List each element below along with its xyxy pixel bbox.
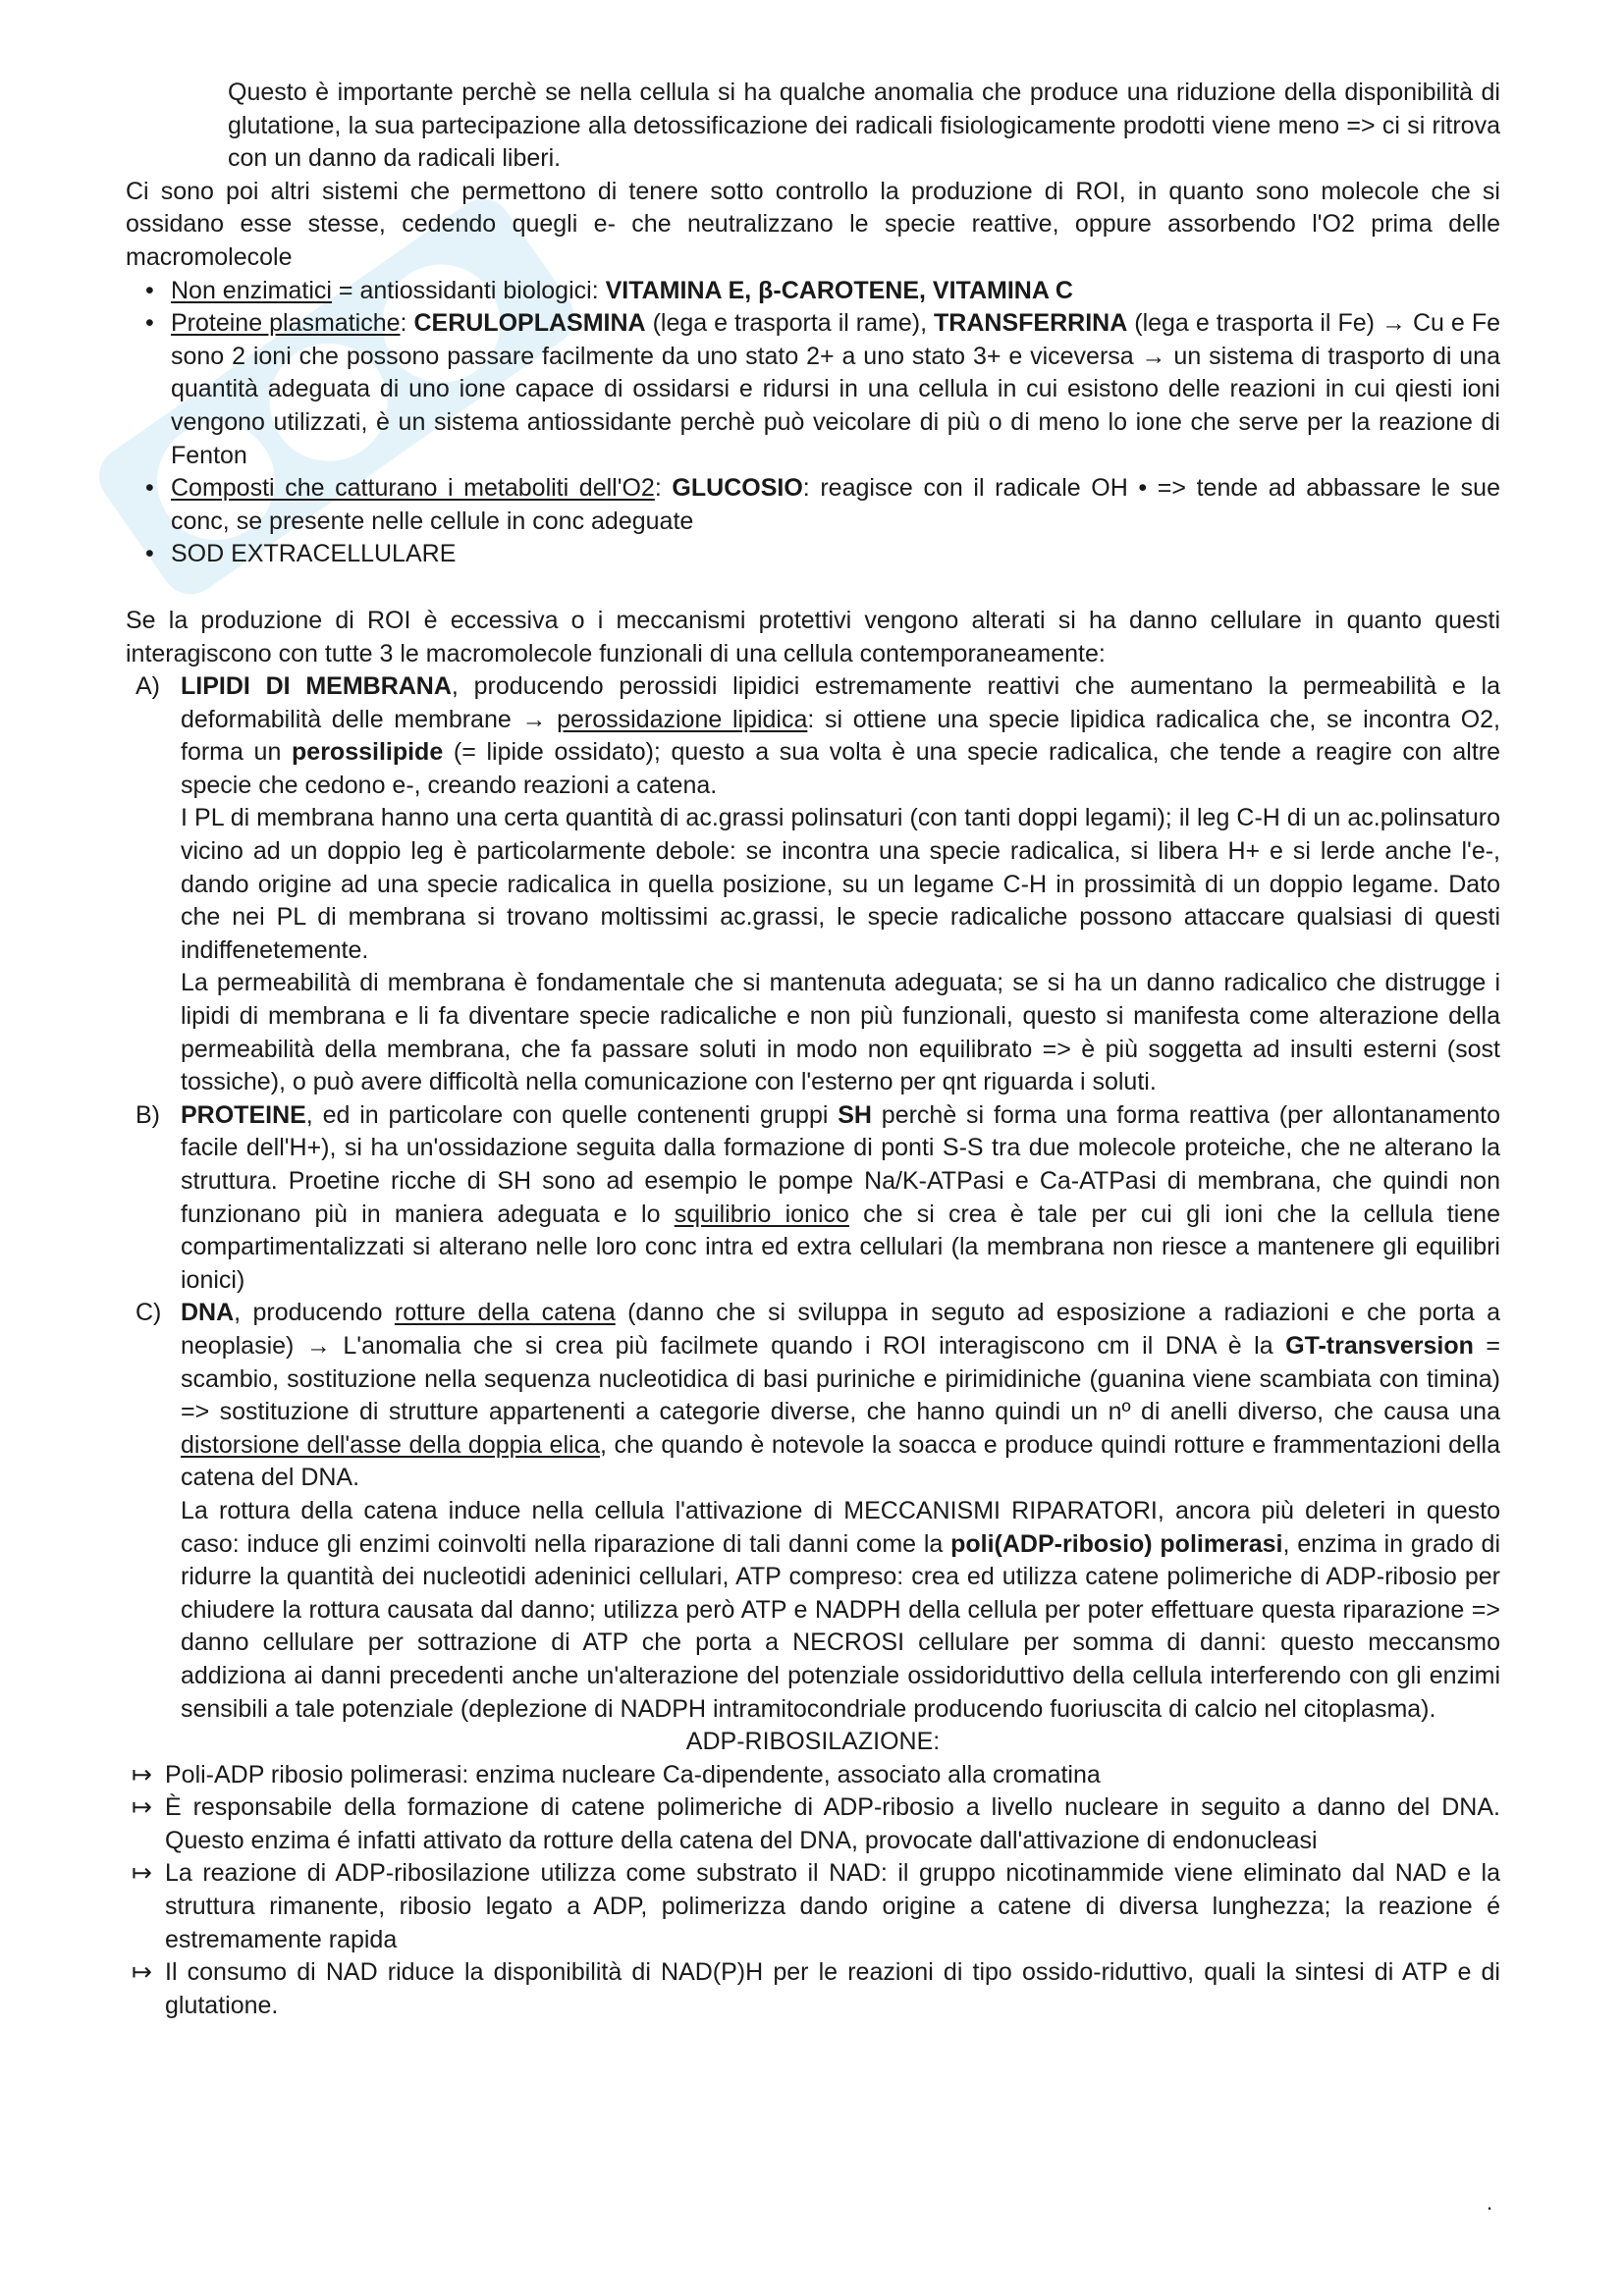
maps-to-arrow-icon: ↦ — [132, 1793, 152, 1822]
lipids-paragraph-2: I PL di membrana hanno una certa quantità di ac.grassi polinsaturi (con tanti doppi legami); il leg C-H di un ac.polinsaturo vicino ad un doppio leg è particolarmente debole: se incontra una specie radicalica, si libera H+ e si lerde anche l'e-, dando origine ad una specie radicalica in quella posizione, su un legame C-H in prossimità di un doppio legame. Dato che nei PL di membrana si trovano moltissimi ac.grassi, le specie radicaliche possono attaccare qualsiasi di questi indiffenetemente. — [181, 804, 1500, 964]
maps-to-arrow-icon: ↦ — [132, 1859, 152, 1888]
maps-to-arrow-icon: ↦ — [132, 1958, 152, 1987]
item-label: A) — [135, 672, 160, 701]
bullet-plasma-proteins: • Proteine plasmatiche: CERULOPLASMINA (lega e trasporta il rame), TRANSFERRINA (lega e trasporta il Fe) → Cu e Fe sono 2 ioni che possono passare facilmente da uno stato 2+ a uno stato 3+ e viceversa → un sistema di trasporto di una quantità adeguata di uno ione capace di ossidarsi e ridursi in una cellula in cui esistono delle reazioni in cui qiesti ioni vengono utilizzati, è un sistema antiossidante perchè può veicolare di più o di meno lo ione che serve per la reazione di Fenton — [145, 309, 1500, 469]
ribosylation-point: ↦ La reazione di ADP-ribosilazione utilizza come substrato il NAD: il gruppo nicotinammide viene eliminato dal NAD e la struttura rimanente, ribosio legato a ADP, polimerizza dando origine a catene di diversa lunghezza; la reazione é estremamente rapida — [132, 1859, 1500, 1953]
item-membrane-lipids: A) LIPIDI DI MEMBRANA, producendo perossidi lipidici estremamente reattivi che aumentano la permeabilità e la deformabilità delle membrane → perossidazione lipidica: si ottiene una specie lipidica radicalica che, se incontra O2, forma un perossilipide (= lipide ossidato); questo a sua volta è una specie radicalica, che tende a reagire con altre specie che cedono e-, creando reazioni a catena. I PL di membrana hanno una certa quantità di ac.grassi polinsaturi (con tanti doppi legami); il leg C-H di un ac.polinsaturo vicino ad un doppio leg è particolarmente debole: se incontra una specie radicalica, si libera H+ e si lerde anche l'e-, dando origine ad una specie radicalica in quella posizione, su un legame C-H in prossimità di un doppio legame. Dato che nei PL di membrana si trovano moltissimi ac.grassi, le specie radicaliche possono attaccare qualsiasi di questi indiffenetemente. La permeabilità di membrana è fondamentale che si mantenuta adeguata; se si ha un danno radicalico che distrugge i lipidi di membrana e li fa diventare specie radicaliche e non più funzionali, questo si manifesta come alterazione della permeabilità della membrana, che fa passare soluti in modo non equilibrato => è più soggetta ad insulti esterni (sost tossiche), o può avere difficoltà nella comunicazione con l'esterno per qnt riguarda i soluti. — [126, 670, 1500, 1099]
section-heading: ADP-RIBOSILAZIONE: — [685, 1728, 941, 1756]
item-label: C) — [135, 1299, 162, 1327]
item-label: B) — [135, 1100, 160, 1129]
lipids-paragraph-3: La permeabilità di membrana è fondamentale che si mantenuta adeguata; se si ha un danno radicalico che distrugge i lipidi di membrana e li fa diventare specie radicaliche e non più funzionali, questo si manifesta come alterazione della permeabilità della membrana, che fa passare soluti in modo non equilibrato => è più soggetta ad insulti esterni (sost tossiche), o può avere difficoltà nella comunicazione con l'esterno per qnt riguarda i soluti. — [181, 969, 1500, 1096]
ribosylation-point: ↦ Il consumo di NAD riduce la disponibilità di NAD(P)H per le reazioni di tipo ossido-riduttivo, quali la sintesi di ATP e di glutatione. — [132, 1958, 1500, 2019]
other-systems-paragraph: Ci sono poi altri sistemi che permettono di tenere sotto controllo la produzione di ROI, in quanto sono molecole che si ossidano esse stesse, cedendo quegli e- che neutralizzano le specie reattive, oppure assorbendo l'O2 prima delle macromolecole — [126, 177, 1500, 271]
bullet-o2-metabolite-scavengers: • Composti che catturano i metaboliti dell'O2: GLUCOSIO: reagisce con il radicale OH • => tende ad abbassare le sue conc, se presente nelle cellule in conc adeguate — [145, 474, 1500, 535]
dna-paragraph-2: La rottura della catena induce nella cellula l'attivazione di MECCANISMI RIPARATORI, ancora più deleteri in questo caso: induce gli enzimi coinvolti nella riparazione di tali danni come la poli(ADP-ribosio) polimerasi, enzima in grado di ridurre la quantità dei nucleotidi adeninici cellulari, ATP compreso: crea ed utilizza catene polimeriche di ADP-ribosio per chiudere la rottura causata dal danno; utilizza però ATP e NADPH della cellula per poter effettuare questa riparazione => danno cellulare per sottrazione di ATP che porta a NECROSI cellulare per somma di danni: questo meccansmo addiziona ai danni precedenti anche un'alterazione del potenziale ossidoriduttivo della cellula interferendo con gli enzimi sensibili a tale potenziale (deplezione di NADPH intramitocondriale producendo fuoriuscita di calcio nel citoplasma). — [181, 1496, 1500, 1723]
bullet-dot: • — [145, 474, 154, 503]
item-dna: C) DNA, producendo rotture della catena (danno che si sviluppa in seguto ad esposizione a radiazioni e che porta a neoplasie) → L'anomalia che si crea più facilmete quando i ROI interagiscono cm il DNA è la GT-transversion = scambio, sostituzione nella sequenza nucleotidica di basi puriniche e pirimidiniche (guanina viene scambiata con timina) => sostituzione di strutture appartenenti a categorie diverse, che hanno quindi un nº di anelli diverso, che causa una distorsione dell'asse della doppia elica, che quando è notevole la soacca e produce quindi rotture e frammentazioni della catena del DNA. La rottura della catena induce nella cellula l'attivazione di MECCANISMI RIPARATORI, ancora più deleteri in questo caso: induce gli enzimi coinvolti nella riparazione di tali danni come la poli(ADP-ribosio) polimerasi, enzima in grado di ridurre la quantità dei nucleotidi adeninici cellulari, ATP compreso: crea ed utilizza catene polimeriche di ADP-ribosio per chiudere la rottura causata dal danno; utilizza però ATP e NADPH della cellula per poter effettuare questa riparazione => danno cellulare per sottrazione di ATP che porta a NECROSI cellulare per somma di danni: questo meccansmo addiziona ai danni precedenti anche un'alterazione del potenziale ossidoriduttivo della cellula interferendo con gli enzimi sensibili a tale potenziale (deplezione di NADPH intramitocondriale producendo fuoriuscita di calcio nel citoplasma). — [126, 1297, 1500, 1726]
cell-damage-intro: Se la produzione di ROI è eccessiva o i meccanismi protettivi vengono alterati si ha danno cellulare in quanto questi interagiscono con tutte 3 le macromolecole funzionali di una cellula contemporaneamente: — [126, 606, 1500, 667]
bullet-dot: • — [145, 540, 154, 568]
intro-paragraph: Questo è importante perchè se nella cellula si ha qualche anomalia che produce una riduzione della disponibilità di glutatione, la sua partecipazione alla detossificazione dei radicali fisiologicamente prodotti viene meno => ci si ritrova con un danno da radicali liberi. — [228, 79, 1500, 173]
ribosylation-point: ↦ È responsabile della formazione di catene polimeriche di ADP-ribosio a livello nucleare in seguito a danno del DNA. Questo enzima é infatti attivato da rotture della catena del DNA, provocate dall'attivazione di endonucleasi — [132, 1793, 1500, 1854]
notes-body — [126, 77, 1500, 2022]
page-corner-mark: . — [1487, 2190, 1493, 2215]
ribosylation-point: ↦ Poli-ADP ribosio polimerasi: enzima nucleare Ca-dipendente, associato alla cromatina — [126, 1759, 1500, 1792]
bullet-dot: • — [145, 309, 154, 338]
maps-to-arrow-icon: ↦ — [132, 1760, 152, 1789]
item-proteins: B) PROTEINE, ed in particolare con quelle contenenti gruppi SH perchè si forma una forma reattiva (per allontanamento facile dell'H+), si ha un'ossidazione seguita dalla formazione di ponti S-S tra due molecole proteiche, che ne alterano la struttura. Proetine ricche di SH sono ad esempio le pompe Na/K-ATPasi e Ca-ATPasi di membrana, che quindi non funzionano più in maniera adeguata e lo squilibrio ionico che si crea è tale per cui gli ioni che la cellula tiene compartimentalizzati si alterano nelle loro conc intra ed extra cellulari (la membrana non riesce a mantenere gli equilibri ionici) — [135, 1100, 1500, 1294]
bullet-non-enzymatic: • Non enzimatici = antiossidanti biologici: VITAMINA E, β-CAROTENE, VITAMINA C — [135, 275, 1500, 308]
bullet-sod-extracellular: • SOD EXTRACELLULARE — [135, 538, 1500, 571]
bullet-dot: • — [145, 276, 154, 304]
